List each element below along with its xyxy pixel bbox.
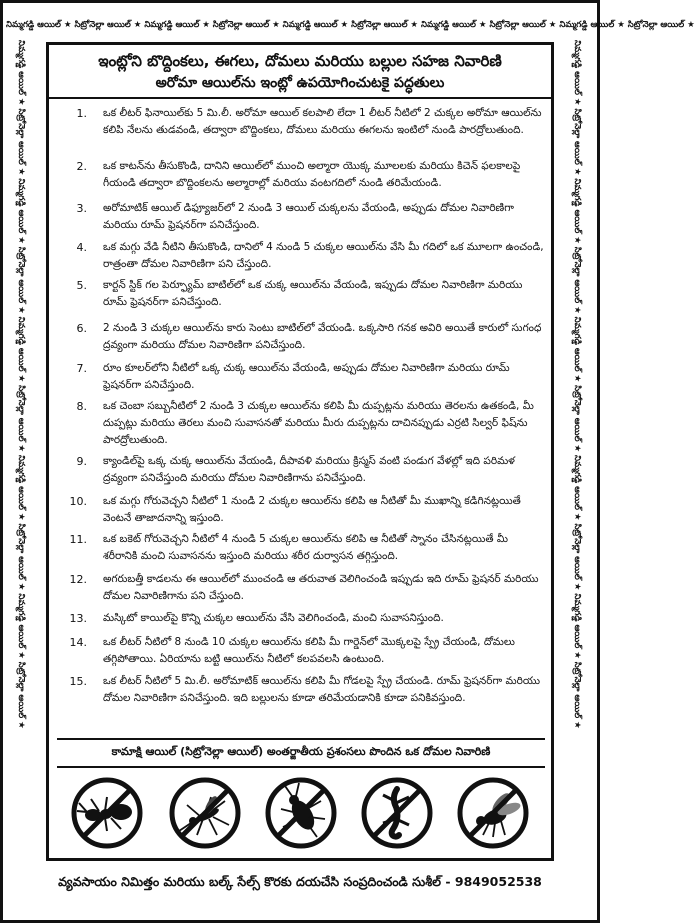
item-text: ఒక కాటన్‌ను తీసుకొండి, దానిని ఆయిల్‌లో ముంచి అల్మారా యొక్క మూలలకు మరియు కిచెన్ ఫలకాలపై గీయండి తద్వారా బొద్దింకలను అల్మారాల్లో మరియు వంటగదిలో నుండి తరిమేయండి. (103, 160, 521, 189)
item-text: ఒక లీటర్ నీటిలో 5 మి.లీ. అరోమాటిక్ ఆయిల్‌ను కలిపి మీ గోడలపై స్ప్రే చేయండి. రూమ్ ఫ్రెషనర్‌గా మరియు దోమల నివారిణిగా పనిచేస్తుంది. ఇది బల్లులను కూడా తరిమేయడానికి కూడా పనికివస్తుంది. (103, 675, 540, 704)
item-number: 15. (69, 675, 87, 688)
item-text: ఒక బకెట్ గోరువెచ్చని నీటిలో 4 నుండి 5 చుక్కల ఆయిల్‌ను కలిపి ఆ నీటితో స్నానం చేసినట్లయితే మీ శరీరానికి మంచి సువాసనను ఇస్తుంది మరియు శరీర దుర్వాసన తగ్గిస్తుంది. (103, 533, 509, 562)
item-number: 7. (76, 362, 87, 375)
item-number: 5. (76, 279, 87, 292)
border-text-left: నిమ్మగడ్డి ఆయిల్ ★ సిట్రోనెల్లా ఆయిల్ ★ నిమ్మగడ్డి ఆయిల్ ★ సిట్రోనెల్లా ఆయిల్ ★ నిమ్మగడ్డి ఆయిల్ ★ సిట్రోనెల్లా ఆయిల్ ★ నిమ్మగడ్డి ఆయిల్ ★ సిట్రోనెల్లా ఆయిల్ ★ నిమ్మగడ్డి ఆయిల్ ★ సిట్రోనెల్లా ఆయిల్ ★ (16, 40, 26, 729)
item-text: కార్టన్ స్టిక్ గల పెర్ఫ్యూమ్ బాటిల్‌లో ఒక చుక్క ఆయిల్‌ను వేయండి, ఇప్పుడు దోమల నివారిణిగా మరియు రూమ్ ఫ్రెషనర్‌గా పనిచేస్తుంది. (103, 279, 523, 308)
item-number: 13. (69, 612, 87, 625)
lizard-icon (359, 775, 435, 851)
item-number: 8. (76, 400, 87, 413)
item-number: 9. (76, 455, 87, 468)
content-box (46, 42, 554, 861)
item-text: క్యాండిల్‌పై ఒక్క చుక్క ఆయిల్‌ను వేయండి, దీపావళి మరియు క్రిస్మస్ వంటి పండుగ వేళల్లో ఇది పరిమళ ద్రవ్యంగా పనిచేస్తుంది మరియు దోమల నివారిణిగాను పనిచేస్తుంది. (103, 455, 515, 484)
border-text-top: నిమ్మగడ్డి ఆయిల్ ★ సిట్రోనెల్లా ఆయిల్ ★ నిమ్మగడ్డి ఆయిల్ ★ సిట్రోనెల్లా ఆయిల్ ★ నిమ్మగడ్డి ఆయిల్ ★ సిట్రోనెల్లా ఆయిల్ ★ నిమ్మగడ్డి ఆయిల్ ★ సిట్రోనెల్లా ఆయిల్ ★ నిమ్మగడ్డి ఆయిల్ ★ సిట్రోనెల్లా ఆయిల్ ★ (6, 20, 695, 30)
item-number: 3. (76, 202, 87, 215)
item-number: 14. (69, 636, 87, 649)
title-divider (49, 97, 551, 99)
item-number: 10. (69, 495, 87, 508)
main-title: ఇంట్లోని బొద్దింకలు, ఈగలు, దోమలు మరియు బల్లుల సహజ నివారిణి (98, 52, 502, 70)
pest-icons-row (57, 769, 545, 857)
cockroach-icon (263, 775, 339, 851)
item-number: 4. (76, 241, 87, 254)
item-text: 2 నుండి 3 చుక్కల ఆయిల్‌ను కారు సెంటు బాటిల్‌లో వేయండి. ఒక్కసారి గనక అవిరి అయితే కారులో సుగంధ ద్రవ్యంగా మరియు దోమల నివారిణిగా పనిచేస్తుంది. (103, 322, 542, 351)
item-number: 6. (76, 322, 87, 335)
item-text: ఒక మగ్గు గోరువెచ్చని నీటిలో 1 నుండి 2 చుక్కల ఆయిల్‌ను కలిపి ఆ నీటితో మీ ముఖాన్ని కడిగినట్లయితే వెంటనే తాజాదనాన్ని ఇస్తుంది. (103, 495, 521, 524)
item-text: ఒక లీటర్ నీటిలో 8 నుండి 10 చుక్కల ఆయిల్‌ను కలిపి మీ గార్డెన్‌లో మొక్కలపై స్ప్రే చేయండి, దోమలు తగ్గిపోతాయి. ఏరియాను బట్టి ఆయిల్‌ను నీటిలో కలపవలసి ఉంటుంది. (103, 636, 515, 665)
item-text: మస్కిటో కాయిల్‌పై కొన్ని చుక్కల ఆయిల్‌ను వేసి వెలిగించండి, మంచి సువాసనిస్తుంది. (103, 612, 444, 624)
product-banner: కామాక్షి ఆయిల్ (సిట్రోనెల్లా ఆయిల్) అంతర్జాతీయ ప్రశంసలు పొందిన ఒక దోమల నివారిణి (57, 738, 545, 768)
ant-icon (69, 775, 145, 851)
item-text: ఒక చెంబా సబ్బునీటిలో 2 నుండి 3 చుక్కల ఆయిల్‌ను కలిపి మీ దుప్పట్లను మరియు తెరలను ఉతకండి, మీ దుప్పట్లు మరియు తెరలు మంచి సువాసనతో మరియు మీరు దుప్పట్లను దాచినప్పుడు ఎర్రటి సిల్వర్ ఫిష్‌ను పారద్రోలుతుంది. (103, 400, 534, 446)
item-text: రూం కూలర్‌లోని నీటిలో ఒక్క చుక్క ఆయిల్‌ను వేయండి, అప్పుడు దోమల నివారిణిగా మరియు రూమ్ ఫ్రెషనర్‌గా పనిచేస్తుంది. (103, 362, 510, 391)
item-text: ఒక లీటర్ ఫినాయిల్‌కు 5 మి.లీ. అరోమా ఆయిల్ కలపాలి లేదా 1 లీటర్ నీటిలో 2 చుక్కల అరోమా ఆయిల్‌ను కలిపి నేలను తుడవండి, తద్వారా బొద్దింకలు, దోమలు మరియు ఈగలను ఇంటిలో నుండి పారద్రోలుతుంది. (103, 107, 542, 136)
fly-icon (455, 775, 531, 851)
item-number: 1. (76, 107, 87, 120)
item-text: ఒక మగ్గు వేడి నీటిని తీసుకొండి, దానిలో 4 నుండి 5 చుక్కల ఆయిల్‌ను వేసి మీ గదిలో ఒక మూలగా ఉంచండి, రాత్రంతా దోమల నివారిణిగా పని చేస్తుంది. (103, 241, 544, 270)
contact-footer: వ్యవసాయం నిమిత్తం మరియు బల్క్ సేల్స్ కొరకు దయచేసి సంప్రదించండి సుశీల్ - 9849052538 (58, 874, 542, 889)
item-text: అరోమాటిక్ ఆయిల్ డిఫ్యూజర్‌లో 2 నుండి 3 ఆయిల్ చుక్కలను వేయండి, అప్పుడు దోమల నివారిణిగా మరియు రూమ్ ఫ్రెషనర్‌గా పనిచేస్తుంది. (103, 202, 514, 231)
item-text: అగరుబత్తీ కాడలను ఈ ఆయిల్‌లో ముంచండి ఆ తరువాత వెలిగించండి ఇప్పుడు ఇది రూమ్ ఫ్రెషనర్ మరియు దోమల నివారిణిగాను పని చేస్తుంది. (103, 573, 539, 602)
item-number: 12. (69, 573, 87, 586)
item-number: 11. (69, 533, 87, 546)
mosquito-icon (167, 775, 243, 851)
border-text-right: నిమ్మగడ్డి ఆయిల్ ★ సిట్రోనెల్లా ఆయిల్ ★ నిమ్మగడ్డి ఆయిల్ ★ సిట్రోనెల్లా ఆయిల్ ★ నిమ్మగడ్డి ఆయిల్ ★ సిట్రోనెల్లా ఆయిల్ ★ నిమ్మగడ్డి ఆయిల్ ★ సిట్రోనెల్లా ఆయిల్ ★ నిమ్మగడ్డి ఆయిల్ ★ సిట్రోనెల్లా ఆయిల్ ★ (572, 40, 582, 729)
item-number: 2. (76, 160, 87, 173)
subtitle: అరోమా ఆయిల్‌ను ఇంట్లో ఉపయోగించుటకై పద్ధతులు (155, 75, 445, 91)
